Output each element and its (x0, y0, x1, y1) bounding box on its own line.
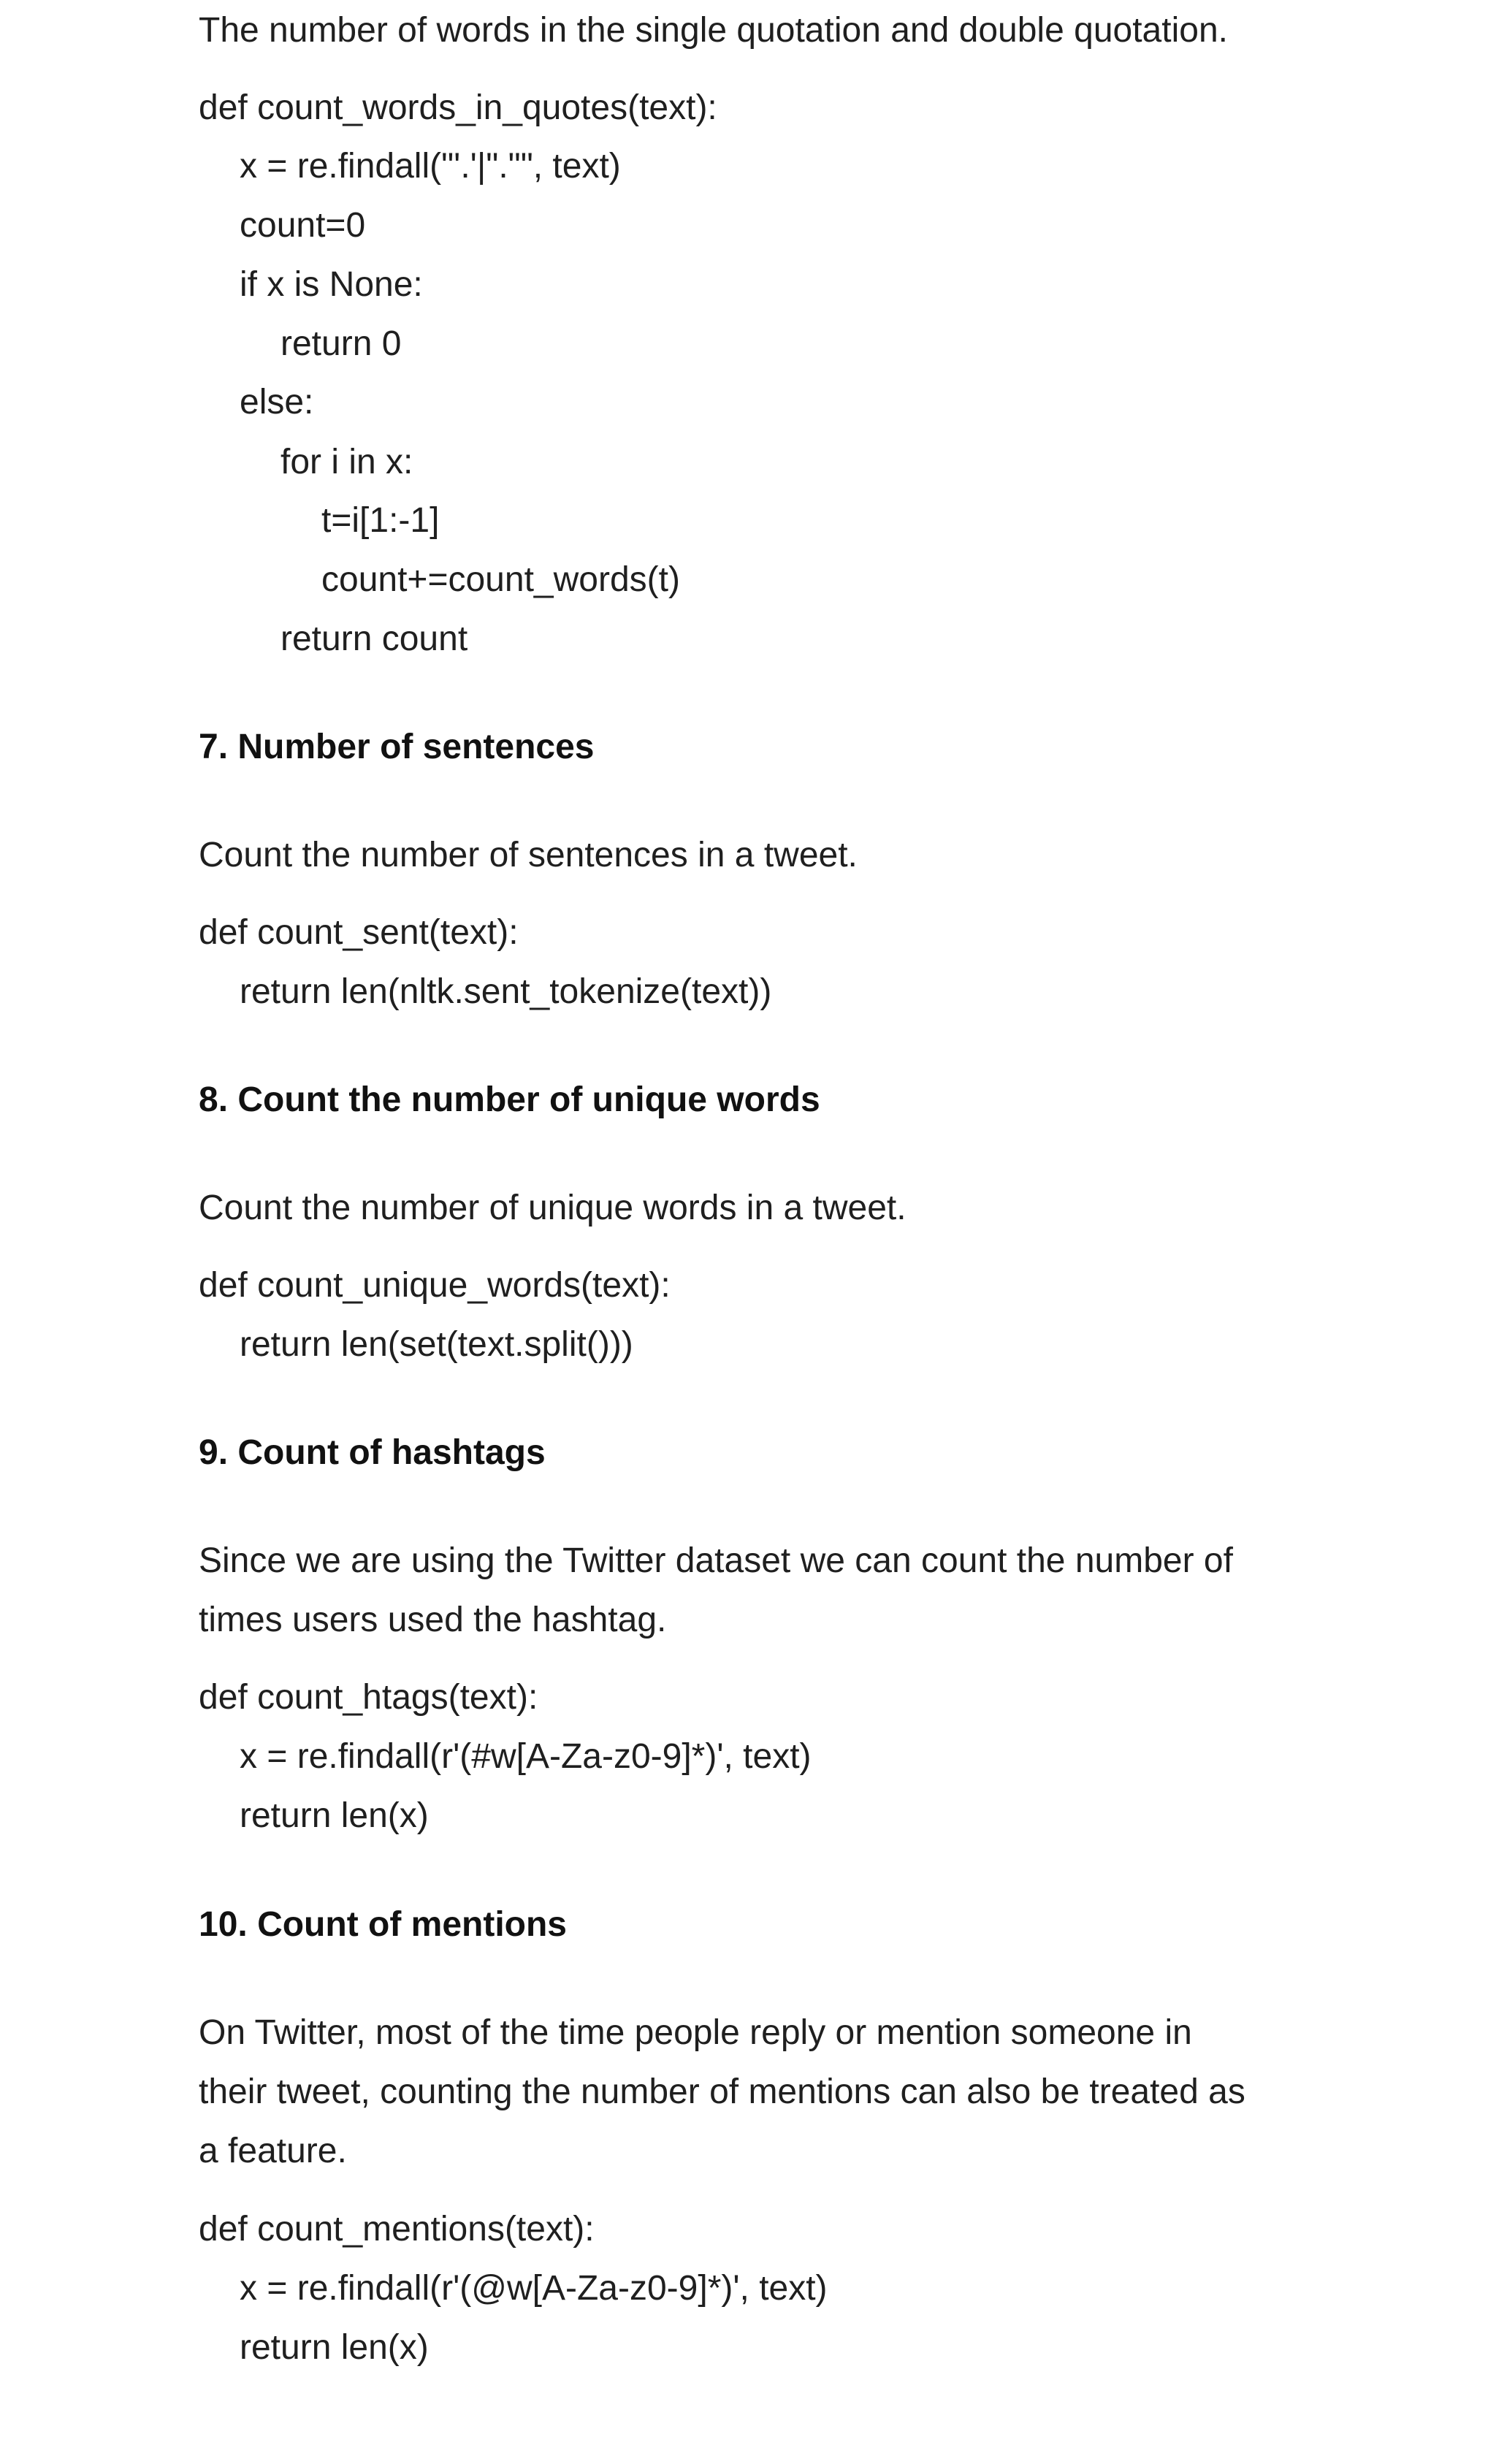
section-heading: 7. Number of sentences (199, 728, 595, 766)
section-description: Since we are using the Twitter dataset we can count the number of (199, 1541, 1233, 1580)
section-description: Count the number of unique words in a tweet. (199, 1189, 907, 1227)
code-line: return len(nltk.sent_tokenize(text)) (240, 972, 772, 1011)
code-line: def count_mentions(text): (199, 2210, 595, 2249)
code-line: def count_sent(text): (199, 913, 519, 952)
code-line: x = re.findall(r'(@w[A-Za-z0-9]*)', text) (240, 2269, 828, 2308)
code-line: else: (240, 383, 314, 422)
code-line: if x is None: (240, 265, 423, 304)
section-description: Count the number of sentences in a tweet. (199, 836, 858, 874)
code-line: count=0 (240, 206, 366, 245)
code-line: return len(set(text.split())) (240, 1325, 633, 1364)
code-line: x = re.findall(r'(#w[A-Za-z0-9]*)', text) (240, 1737, 812, 1776)
code-line: count+=count_words(t) (321, 560, 680, 599)
code-line: def count_htags(text): (199, 1678, 538, 1717)
section-description: times users used the hashtag. (199, 1601, 667, 1639)
section-heading: 8. Count the number of unique words (199, 1080, 820, 1119)
code-line: t=i[1:-1] (321, 501, 440, 540)
section-heading: 10. Count of mentions (199, 1905, 567, 1944)
section-heading: 9. Count of hashtags (199, 1433, 546, 1472)
intro-text: The number of words in the single quotation and double quotation. (199, 11, 1228, 50)
code-line: return len(x) (240, 1796, 429, 1835)
code-line: return 0 (280, 324, 402, 363)
code-line: x = re.findall("'.'|"."", text) (240, 147, 621, 186)
code-line: return count (280, 619, 468, 658)
section-description: their tweet, counting the number of mentions can also be treated as (199, 2072, 1245, 2111)
code-line: def count_words_in_quotes(text): (199, 88, 717, 127)
code-line: return len(x) (240, 2328, 429, 2367)
section-description: a feature. (199, 2132, 347, 2170)
code-line: for i in x: (280, 443, 413, 481)
section-description: On Twitter, most of the time people reply or mention someone in (199, 2013, 1192, 2052)
code-line: def count_unique_words(text): (199, 1266, 671, 1305)
